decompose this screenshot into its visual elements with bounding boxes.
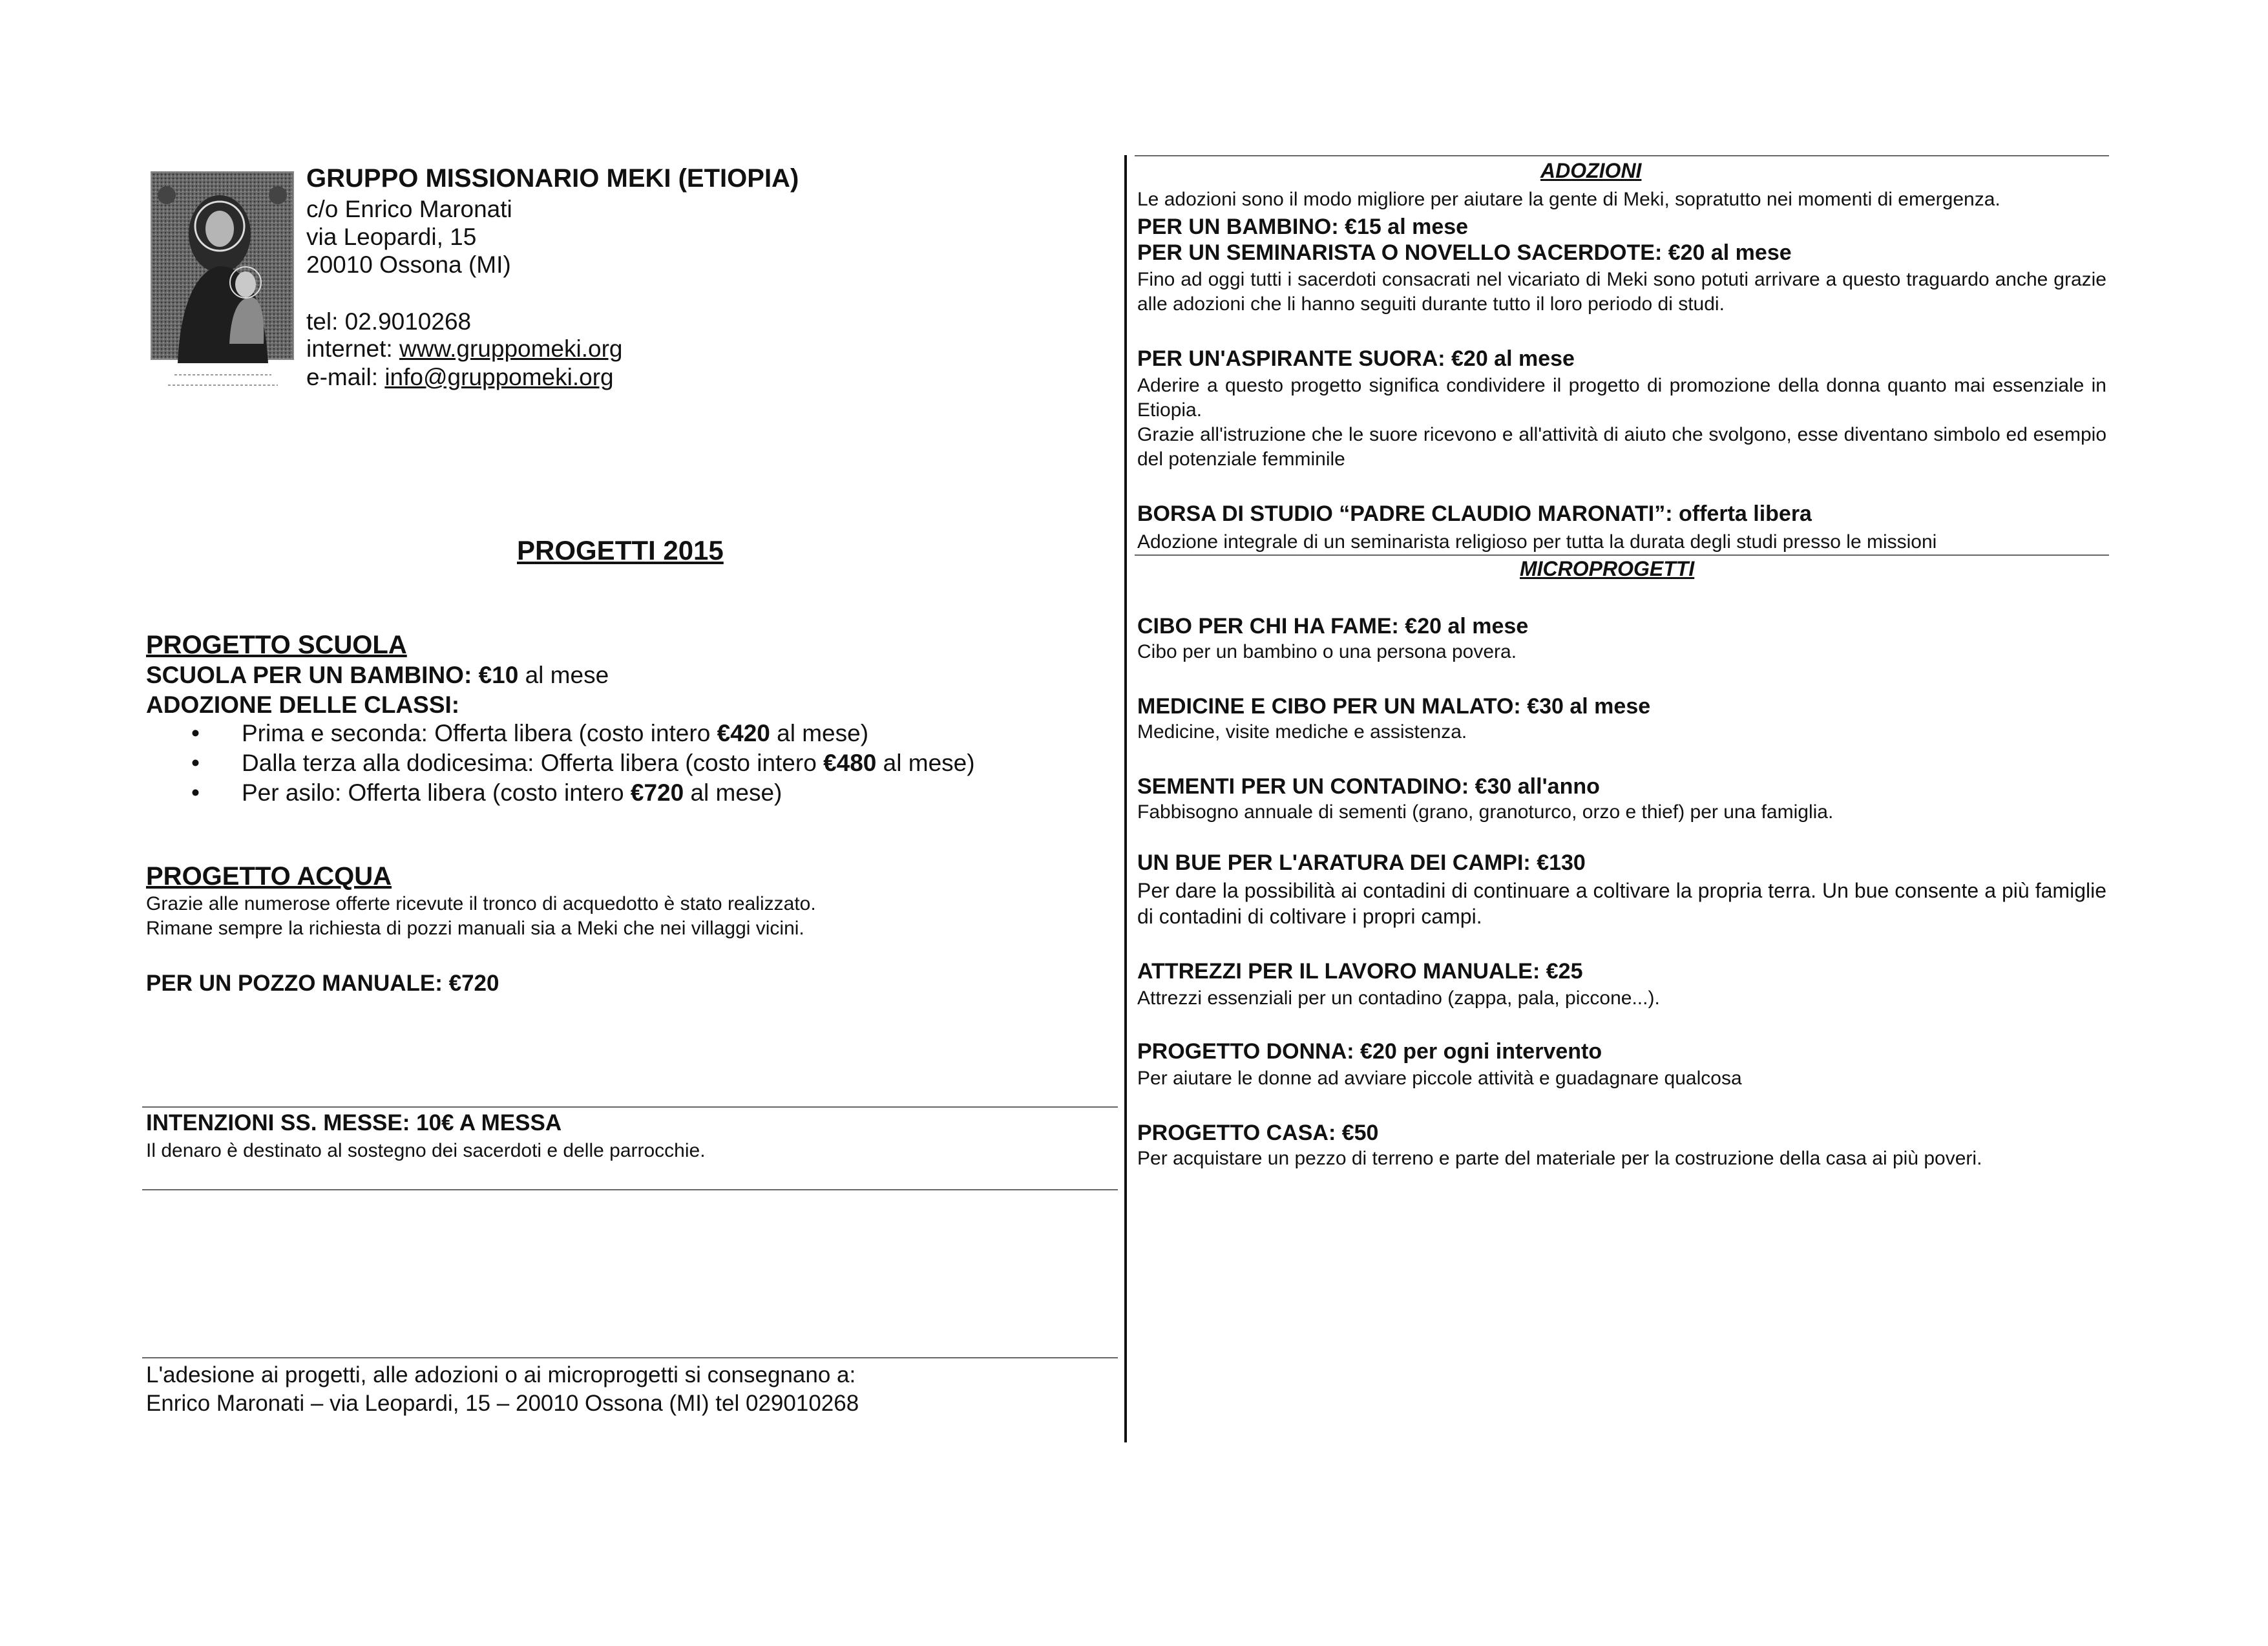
borsa-studio: BORSA DI STUDIO “PADRE CLAUDIO MARONATI”: offerta libera xyxy=(1137,501,1812,526)
micro-item-title: UN BUE PER L'ARATURA DEI CAMPI: €130 xyxy=(1137,850,1586,875)
footer-line1: L'adesione ai progetti, alle adozioni o ai microprogetti si consegnano a: xyxy=(146,1362,856,1387)
messe-text: Il denaro è destinato al sostegno dei sacerdoti e delle parrocchie. xyxy=(146,1140,706,1161)
micro-item-text: Attrezzi essenziali per un contadino (zappa, pala, piccone...). xyxy=(1137,987,1660,1009)
adozione-suora: PER UN'ASPIRANTE SUORA: €20 al mese xyxy=(1137,346,1575,371)
madonna-icon xyxy=(149,169,296,403)
micro-item-text: Per dare la possibilità ai contadini di continuare a coltivare la propria terra. Un bue consente a più famiglie di contadini di coltivare i propri campi. xyxy=(1137,879,2106,928)
suora-text-1: Aderire a questo progetto significa condividere il progetto di promozione della donna quanto mai essenziale in Etiopia. xyxy=(1137,375,2106,421)
acqua-title: PROGETTO ACQUA xyxy=(146,862,392,891)
website-link[interactable]: www.gruppomeki.org xyxy=(399,335,623,362)
divider xyxy=(142,1357,1118,1358)
suora-text-2: Grazie all'istruzione che le suore ricevono e all'attività di aiuto che svolgono, esse diventano simbolo ed esempio del potenziale femminile xyxy=(1137,424,2106,470)
list-item: • Dalla terza alla dodicesima: Offerta libera (costo intero €480 al mese) xyxy=(191,750,975,776)
email-label: e-mail: xyxy=(306,364,385,390)
micro-item-text: Medicine, visite mediche e assistenza. xyxy=(1137,721,1467,743)
pozzo-price: PER UN POZZO MANUALE: €720 xyxy=(146,971,499,996)
adozione-bambino: PER UN BAMBINO: €15 al mese xyxy=(1137,215,1469,239)
divider xyxy=(142,1189,1118,1190)
email-row xyxy=(306,363,614,392)
address-co: c/o Enrico Maronati xyxy=(306,196,512,222)
scuola-title: PROGETTO SCUOLA xyxy=(146,631,407,659)
micro-item-title: PROGETTO CASA: €50 xyxy=(1137,1121,1379,1145)
adozioni-intro: Le adozioni sono il modo migliore per aiutare la gente di Meki, sopratutto nei momenti di emergenza. xyxy=(1137,189,2000,210)
borsa-text: Adozione integrale di un seminarista religioso per tutta la durata degli studi presso le missioni xyxy=(1137,531,1937,553)
micro-item-title: SEMENTI PER UN CONTADINO: €30 all'anno xyxy=(1137,774,1600,799)
messe-title: INTENZIONI SS. MESSE: 10€ A MESSA xyxy=(146,1110,562,1135)
micro-item-text: Cibo per un bambino o una persona povera. xyxy=(1137,641,1517,662)
adozioni-heading: ADOZIONI xyxy=(1540,159,1642,182)
page-title: PROGETTI 2015 xyxy=(517,535,724,565)
internet-row xyxy=(306,335,622,363)
micro-heading: MICROPROGETTI xyxy=(1520,557,1695,580)
adozione-seminarista: PER UN SEMINARISTA O NOVELLO SACERDOTE: €20 al mese xyxy=(1137,240,1792,265)
org-name: GRUPPO MISSIONARIO MEKI (ETIOPIA) xyxy=(306,164,799,193)
address-street: via Leopardi, 15 xyxy=(306,224,477,250)
column-divider xyxy=(1124,155,1127,1442)
micro-item-title: MEDICINE E CIBO PER UN MALATO: €30 al mese xyxy=(1137,694,1651,719)
micro-item-text: Per acquistare un pezzo di terreno e parte del materiale per la costruzione della casa ai più poveri. xyxy=(1137,1148,1982,1169)
micro-item-title: CIBO PER CHI HA FAME: €20 al mese xyxy=(1137,614,1529,638)
scuola-bambino-price: SCUOLA PER UN BAMBINO: €10 xyxy=(146,662,519,688)
acqua-line2: Rimane sempre la richiesta di pozzi manuali sia a Meki che nei villaggi vicini. xyxy=(146,918,804,939)
classi-list xyxy=(191,719,975,808)
address-city: 20010 Ossona (MI) xyxy=(306,251,511,278)
micro-item-text: Per aiutare le donne ad avviare piccole attività e guadagnare qualcosa xyxy=(1137,1068,1742,1089)
list-item: • Prima e seconda: Offerta libera (costo intero €420 al mese) xyxy=(191,720,869,746)
divider xyxy=(142,1106,1118,1108)
divider xyxy=(1135,554,2109,556)
email-link[interactable]: info@gruppomeki.org xyxy=(384,364,614,390)
micro-item-title: ATTREZZI PER IL LAVORO MANUALE: €25 xyxy=(1137,959,1583,984)
micro-item-text: Fabbisogno annuale di sementi (grano, granoturco, orzo e thief) per una famiglia. xyxy=(1137,801,1834,823)
seminarista-text: Fino ad oggi tutti i sacerdoti consacrati nel vicariato di Meki sono potuti arrivare a questo traguardo anche grazie alle adozioni che li hanno seguiti durante tutto il loro periodo di studi. xyxy=(1137,269,2106,315)
scuola-line1 xyxy=(146,662,609,689)
telephone: tel: 02.9010268 xyxy=(306,308,472,335)
adozione-classi: ADOZIONE DELLE CLASSI: xyxy=(146,691,460,718)
internet-label: internet: xyxy=(306,335,399,362)
list-item: • Per asilo: Offerta libera (costo intero €720 al mese) xyxy=(191,779,782,806)
footer-line2: Enrico Maronati – via Leopardi, 15 – 20010 Ossona (MI) tel 029010268 xyxy=(146,1391,859,1416)
divider xyxy=(1135,155,2109,156)
scuola-bambino-unit: al mese xyxy=(518,662,609,688)
acqua-line1: Grazie alle numerose offerte ricevute il tronco di acquedotto è stato realizzato. xyxy=(146,893,816,914)
micro-item-title: PROGETTO DONNA: €20 per ogni intervento xyxy=(1137,1039,1602,1064)
